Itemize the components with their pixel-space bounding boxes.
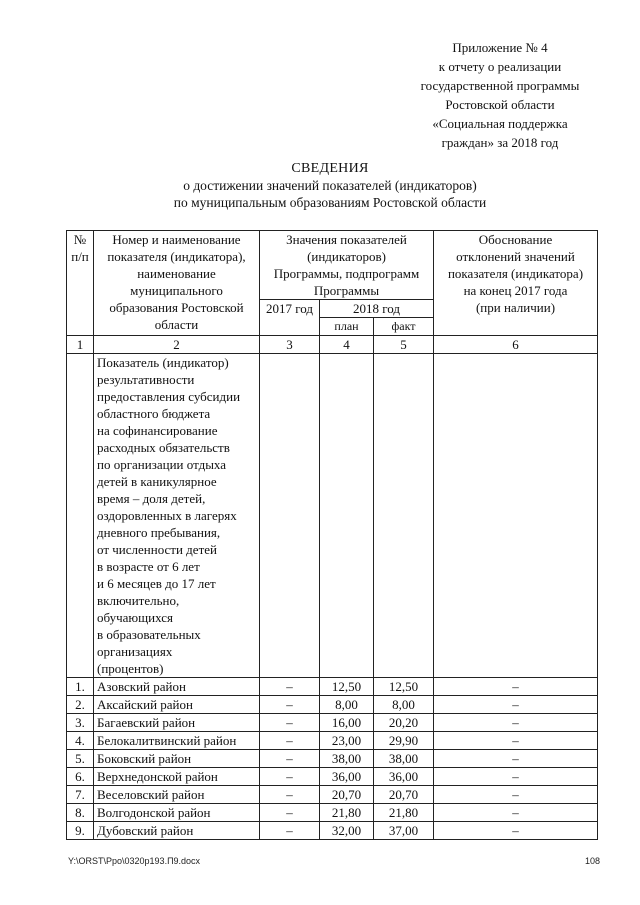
table-cell	[260, 354, 320, 678]
deviation-reason: –	[434, 786, 598, 804]
table-cell	[67, 354, 94, 678]
table-row	[67, 786, 598, 804]
header-values-group	[260, 231, 434, 300]
indicator-description	[94, 354, 260, 678]
indicator-line: от численности детей	[97, 542, 217, 557]
header-text: Программы, подпрограмм	[273, 266, 420, 281]
column-number-row	[67, 336, 598, 354]
indicator-line: оздоровленных в лагерях	[97, 508, 237, 523]
header-col-name	[94, 231, 260, 336]
indicator-line: расходных обязательств	[97, 440, 230, 455]
appendix-line: к отчету о реализации	[438, 59, 562, 74]
indicator-line: обучающихся	[97, 610, 173, 625]
indicator-line: предоставления субсидии	[97, 389, 241, 404]
indicator-line: и 6 месяцев до 17 лет	[97, 576, 216, 591]
row-number: 7.	[67, 786, 94, 804]
deviation-reason: –	[434, 822, 598, 840]
value-plan: 23,00	[320, 732, 374, 750]
value-2017: –	[260, 750, 320, 768]
table-row	[67, 804, 598, 822]
row-number: 1.	[67, 678, 94, 696]
footer-file-path: Y:\ORST\Ppo\0320p193.П9.docx	[68, 856, 201, 866]
district-name: Аксайский район	[94, 696, 260, 714]
value-plan: 36,00	[320, 768, 374, 786]
header-text: (при наличии)	[475, 300, 556, 315]
district-name: Дубовский район	[94, 822, 260, 840]
row-number: 2.	[67, 696, 94, 714]
column-number: 2	[94, 336, 260, 354]
district-name: Белокалитвинский район	[94, 732, 260, 750]
row-number: 5.	[67, 750, 94, 768]
row-number: 9.	[67, 822, 94, 840]
header-text: п/п	[71, 249, 89, 264]
district-name: Верхнедонской район	[94, 768, 260, 786]
header-text: Программы	[313, 283, 380, 298]
header-text: Значения показателей	[286, 232, 407, 247]
appendix-line: граждан» за 2018 год	[441, 135, 559, 150]
value-plan: 32,00	[320, 822, 374, 840]
indicator-line: результативности	[97, 372, 195, 387]
district-name: Волгодонской район	[94, 804, 260, 822]
value-2017: –	[260, 768, 320, 786]
deviation-reason: –	[434, 696, 598, 714]
deviation-reason: –	[434, 804, 598, 822]
row-number: 3.	[67, 714, 94, 732]
table-row	[67, 714, 598, 732]
column-number: 6	[434, 336, 598, 354]
value-plan: 12,50	[320, 678, 374, 696]
district-name: Азовский район	[94, 678, 260, 696]
indicator-line: детей в каникулярное	[97, 474, 217, 489]
table-body	[67, 678, 598, 840]
indicator-line: дневного пребывания,	[97, 525, 221, 540]
header-col-reason	[434, 231, 598, 336]
indicator-line: время – доля детей,	[97, 491, 206, 506]
value-fact: 29,90	[374, 732, 434, 750]
indicator-line: организациях	[97, 644, 173, 659]
header-text: №	[73, 232, 87, 247]
table-row	[67, 696, 598, 714]
table-row	[67, 750, 598, 768]
header-year-2018: 2018 год	[320, 300, 434, 318]
value-2017: –	[260, 714, 320, 732]
deviation-reason: –	[434, 732, 598, 750]
header-text: Обоснование	[478, 232, 553, 247]
table-cell	[434, 354, 598, 678]
header-text: на конец 2017 года	[463, 283, 568, 298]
value-2017: –	[260, 822, 320, 840]
value-plan: 38,00	[320, 750, 374, 768]
value-2017: –	[260, 804, 320, 822]
indicator-line: включительно,	[97, 593, 180, 608]
value-2017: –	[260, 678, 320, 696]
value-fact: 38,00	[374, 750, 434, 768]
indicator-line: по организации отдыха	[97, 457, 227, 472]
appendix-block	[400, 38, 600, 152]
district-name: Веселовский район	[94, 786, 260, 804]
row-number: 6.	[67, 768, 94, 786]
row-number: 8.	[67, 804, 94, 822]
district-name: Боковский район	[94, 750, 260, 768]
title-subtitle-2: по муниципальным образованиям Ростовской области	[173, 195, 487, 210]
table-cell	[320, 354, 374, 678]
value-fact: 20,70	[374, 786, 434, 804]
indicator-line: на софинансирование	[97, 423, 218, 438]
table-cell	[374, 354, 434, 678]
indicator-line: областного бюджета	[97, 406, 211, 421]
indicator-line: в образовательных	[97, 627, 201, 642]
indicator-line: в возрасте от 6 лет	[97, 559, 200, 574]
deviation-reason: –	[434, 768, 598, 786]
district-name: Багаевский район	[94, 714, 260, 732]
indicator-line: (процентов)	[97, 661, 164, 676]
value-plan: 8,00	[320, 696, 374, 714]
deviation-reason: –	[434, 714, 598, 732]
row-number: 4.	[67, 732, 94, 750]
title-main: СВЕДЕНИЯ	[291, 161, 369, 176]
value-fact: 36,00	[374, 768, 434, 786]
header-text: отклонений значений	[456, 249, 575, 264]
header-col-number	[67, 231, 94, 336]
appendix-line: Приложение № 4	[452, 40, 548, 55]
header-year-2017: 2017 год	[260, 300, 320, 336]
value-2017: –	[260, 696, 320, 714]
value-fact: 8,00	[374, 696, 434, 714]
deviation-reason: –	[434, 678, 598, 696]
table-row	[67, 732, 598, 750]
header-row	[67, 231, 598, 300]
table-row	[67, 678, 598, 696]
appendix-line: «Социальная поддержка	[432, 116, 568, 131]
deviation-reason: –	[434, 750, 598, 768]
header-text: (индикаторов)	[307, 249, 386, 264]
table-row	[67, 822, 598, 840]
header-text: наименование	[137, 266, 216, 281]
appendix-line: государственной программы	[420, 78, 580, 93]
indicator-table	[66, 230, 598, 840]
value-plan: 16,00	[320, 714, 374, 732]
table-row	[67, 768, 598, 786]
indicator-description-row	[67, 354, 598, 678]
header-text: муниципального	[130, 283, 223, 298]
value-plan: 21,80	[320, 804, 374, 822]
header-text: показателя (индикатора),	[107, 249, 246, 264]
header-text: Номер и наименование	[112, 232, 241, 247]
footer-page-number: 108	[585, 856, 601, 866]
header-text: области	[154, 317, 199, 332]
header-plan: план	[320, 318, 374, 336]
column-number: 4	[320, 336, 374, 354]
header-fact: факт	[374, 318, 434, 336]
value-fact: 12,50	[374, 678, 434, 696]
indicator-line: Показатель (индикатор)	[97, 355, 229, 370]
header-text: образования Ростовской	[109, 300, 244, 315]
header-text: показателя (индикатора)	[447, 266, 584, 281]
title-subtitle-1: о достижении значений показателей (индикаторов)	[183, 178, 477, 193]
value-2017: –	[260, 786, 320, 804]
document-title	[120, 160, 540, 211]
appendix-line: Ростовской области	[445, 97, 555, 112]
column-number: 5	[374, 336, 434, 354]
value-fact: 20,20	[374, 714, 434, 732]
column-number: 1	[67, 336, 94, 354]
value-plan: 20,70	[320, 786, 374, 804]
value-fact: 37,00	[374, 822, 434, 840]
value-fact: 21,80	[374, 804, 434, 822]
value-2017: –	[260, 732, 320, 750]
column-number: 3	[260, 336, 320, 354]
